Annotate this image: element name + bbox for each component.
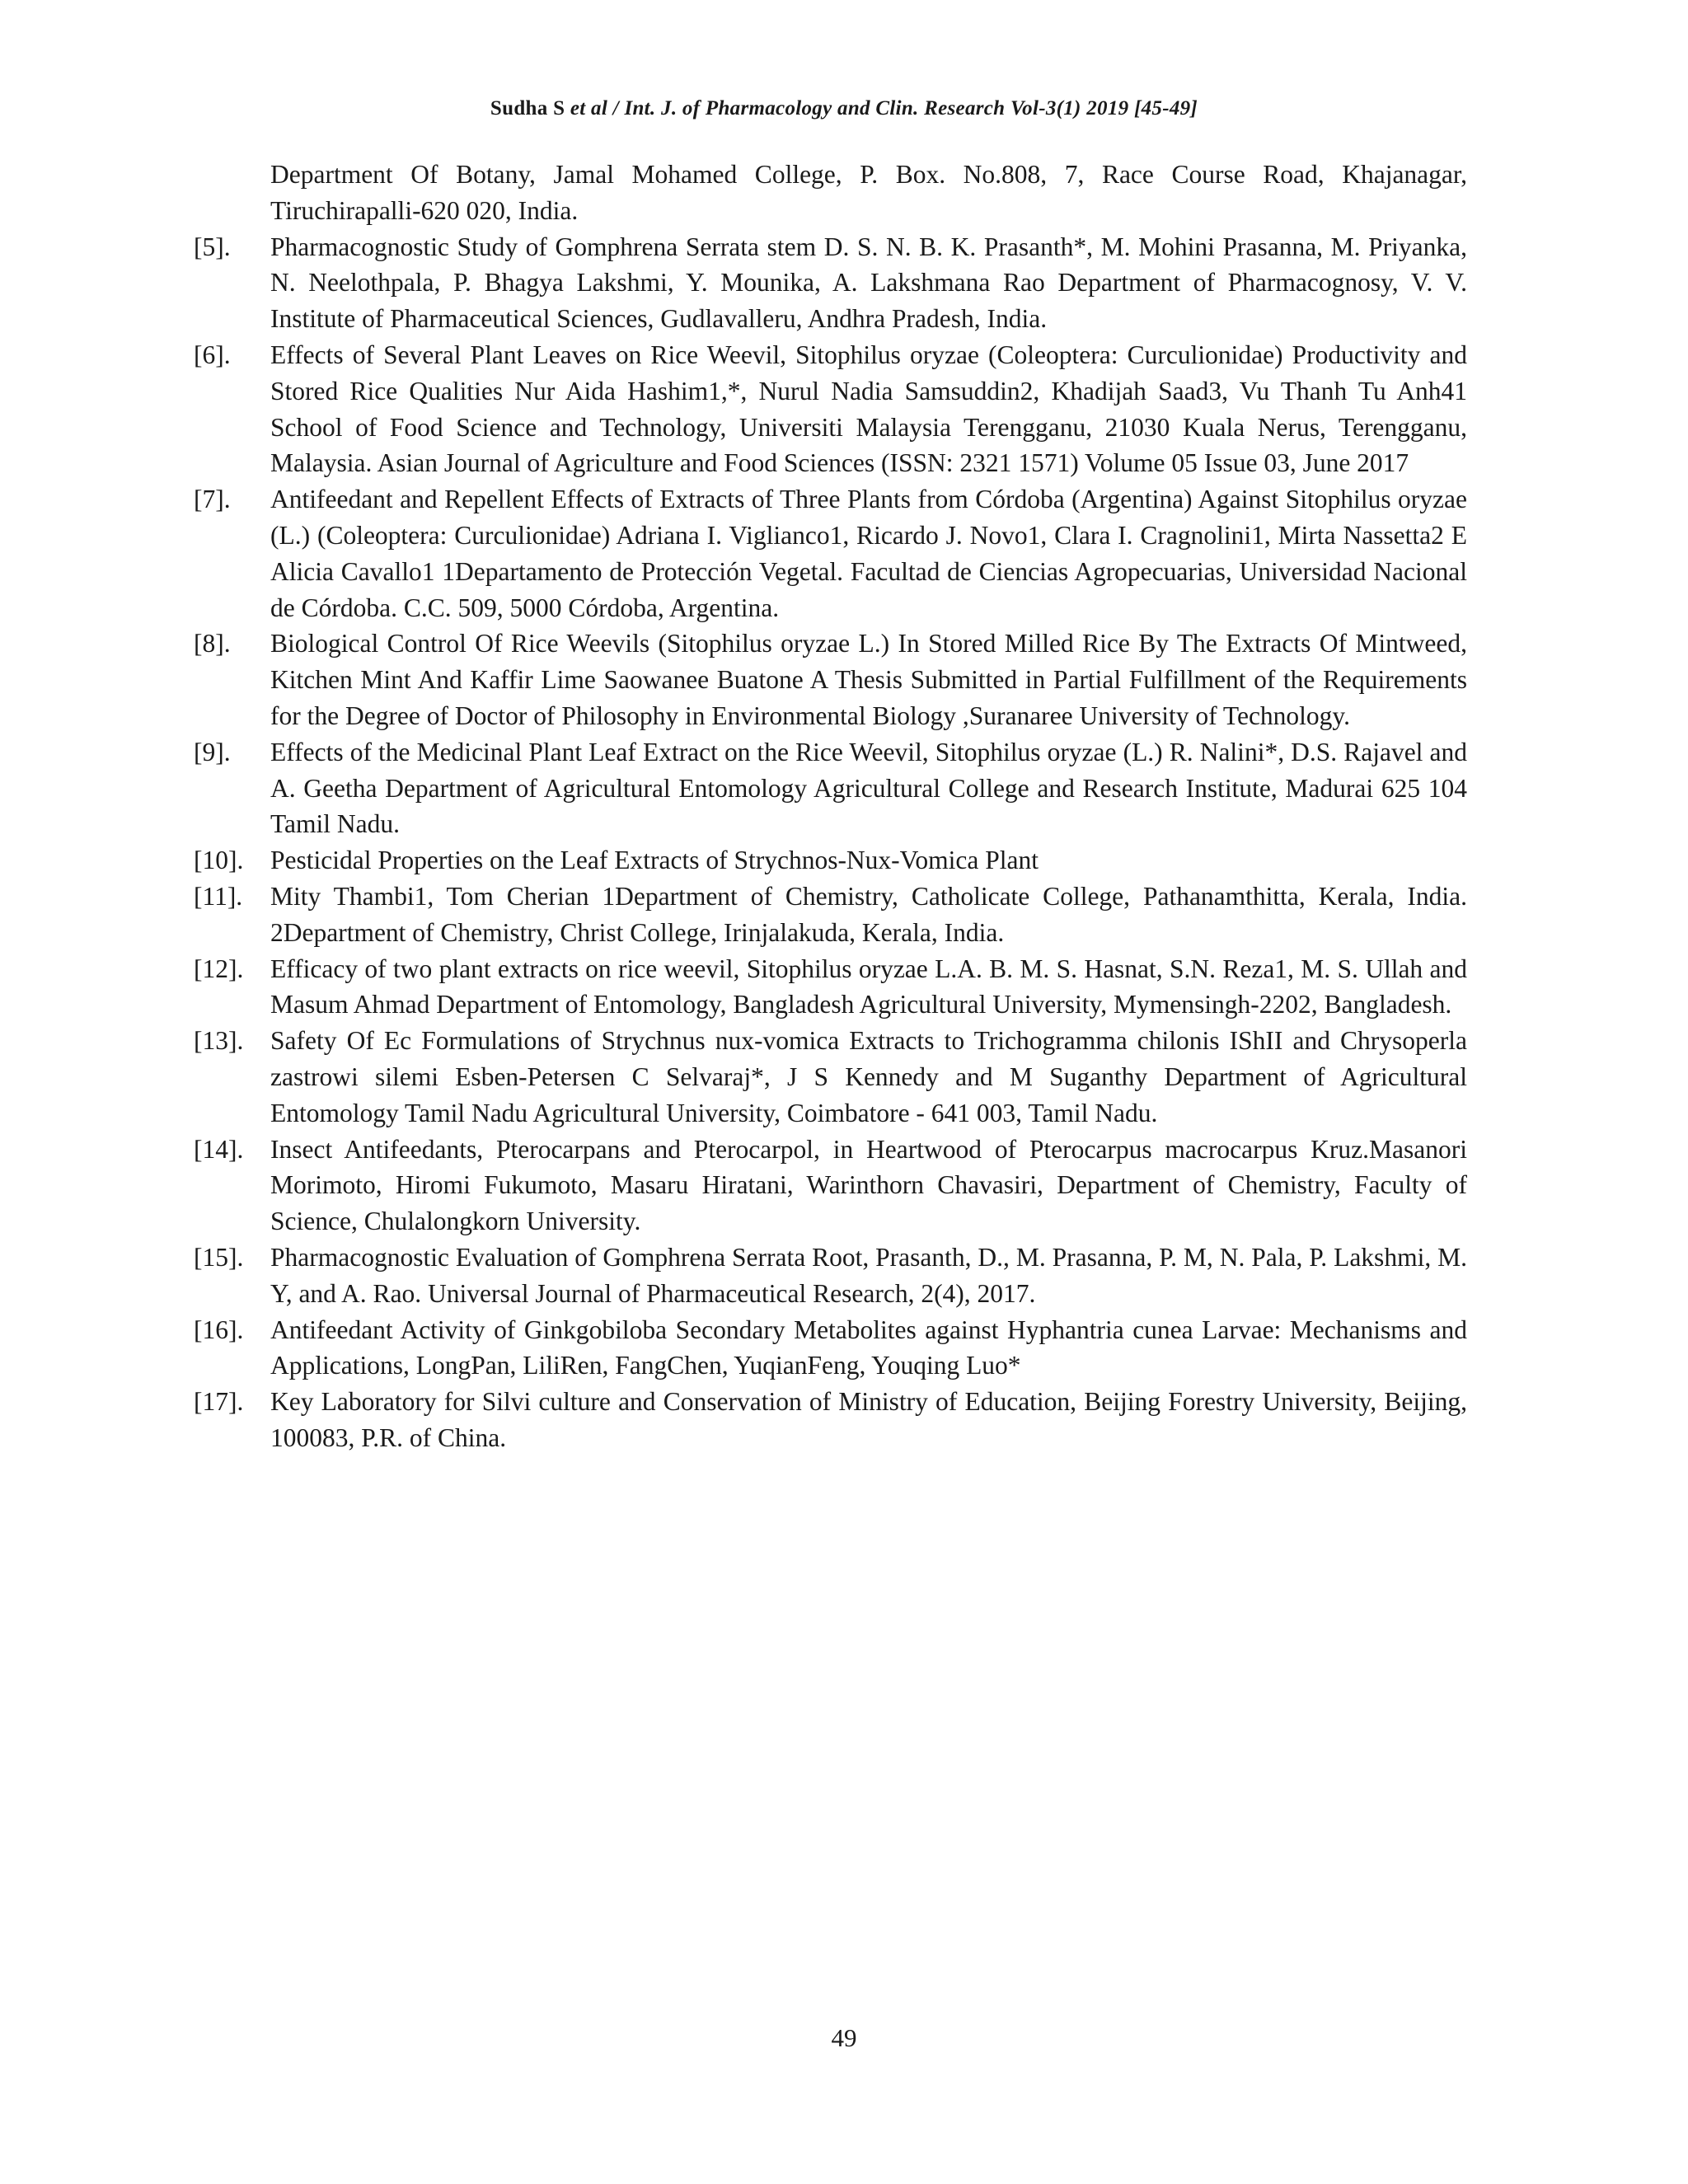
reference-item — [194, 734, 1467, 842]
header-volume: Vol-3(1) 2019 [45-49] — [1010, 97, 1198, 120]
reference-item — [194, 1023, 1467, 1131]
reference-text: Insect Antifeedants, Pterocarpans and Pterocarpol, in Heartwood of Pterocarpus macrocarpus Kruz.Masanori Morimoto, Hiromi Fukumoto, Masaru Hiratani, Warinthorn Chavasiri, Department of Chemistry, Faculty of Science, Chulalongkorn University. — [270, 1134, 1467, 1236]
reference-text: Pharmacognostic Evaluation of Gomphrena Serrata Root, Prasanth, D., M. Prasanna, P. M, N. Pala, P. Lakshmi, M. Y, and A. Rao. Universal Journal of Pharmaceutical Research, 2(4), 2017. — [270, 1242, 1467, 1308]
reference-number: [16]. — [194, 1315, 244, 1344]
reference-item — [194, 229, 1467, 337]
reference-number: [8]. — [194, 629, 231, 658]
reference-item — [194, 842, 1467, 879]
reference-text: Biological Control Of Rice Weevils (Sitophilus oryzae L.) In Stored Milled Rice By The Extracts Of Mintweed, Kitchen Mint And Kaffir Lime Saowanee Buatone A Thesis Submitted in Partial Fulfillment of the Requirements for the Degree of Doctor of Philosophy in Environmental Biology ,Suranaree University of Technology. — [270, 629, 1467, 730]
reference-text: Pesticidal Properties on the Leaf Extracts of Strychnos-Nux-Vomica Plant — [270, 846, 1039, 875]
reference-text: Effects of the Medicinal Plant Leaf Extract on the Rice Weevil, Sitophilus oryzae (L.) R. Nalini*, D.S. Rajavel and A. Geetha Department of Agricultural Entomology Agricultural College and Research Institute, Madurai 625 104 Tamil Nadu. — [270, 737, 1467, 839]
reference-number: [13]. — [194, 1026, 244, 1056]
reference-item — [194, 481, 1467, 626]
reference-number: [9]. — [194, 737, 231, 766]
reference-number: [11]. — [194, 881, 243, 911]
reference-text: Mity Thambi1, Tom Cherian 1Department of Chemistry, Catholicate College, Pathanamthitta, Kerala, India. 2Department of Chemistry, Christ College, Irinjalakuda, Kerala, India. — [270, 881, 1467, 947]
reference-item — [194, 879, 1467, 951]
reference-text: Antifeedant and Repellent Effects of Extracts of Three Plants from Córdoba (Argentina) Against Sitophilus oryzae (L.) (Coleoptera: Curculionidae) Adriana I. Viglianco1, Ricardo J. Novo1, Clara I. Cragnolini1, Mirta Nassetta2 E Alicia Cavallo1 1Departamento de Protección Vegetal. Facultad de Ciencias Agropecuarias, Universidad Nacional de Córdoba. C.C. 509, 5000 Córdoba, Argentina. — [270, 485, 1467, 622]
reference-item — [194, 1132, 1467, 1240]
reference-number: [10]. — [194, 846, 244, 875]
reference-number: [17]. — [194, 1387, 244, 1417]
reference-number: [14]. — [194, 1134, 244, 1164]
reference-list — [194, 157, 1467, 1456]
reference-text: Key Laboratory for Silvi culture and Conservation of Ministry of Education, Beijing Forestry University, Beijing, 100083, P.R. of China. — [270, 1387, 1467, 1452]
reference-number: [6]. — [194, 340, 231, 369]
reference-text: Pharmacognostic Study of Gomphrena Serrata stem D. S. N. B. K. Prasanth*, M. Mohini Prasanna, M. Priyanka, N. Neelothpala, P. Bhagya Lakshmi, Y. Mounika, A. Lakshmana Rao Department of Pharmacognosy, V. V. Institute of Pharmaceutical Sciences, Gudlavalleru, Andhra Pradesh, India. — [270, 232, 1467, 334]
reference-item — [194, 157, 1467, 229]
reference-item — [194, 626, 1467, 733]
running-head — [0, 97, 1688, 120]
page-number: 49 — [831, 2023, 857, 2052]
reference-text: Antifeedant Activity of Ginkgobiloba Secondary Metabolites against Hyphantria cunea Larvae: Mechanisms and Applications, LongPan, LiliRen, FangChen, YuqianFeng, Youqing Luo* — [270, 1315, 1467, 1380]
reference-number: [7]. — [194, 485, 231, 514]
reference-item — [194, 1240, 1467, 1312]
reference-number: [15]. — [194, 1242, 244, 1272]
reference-text: Effects of Several Plant Leaves on Rice Weevil, Sitophilus oryzae (Coleoptera: Curculionidae) Productivity and Stored Rice Qualities Nur Aida Hashim1,*, Nurul Nadia Samsuddin2, Khadijah Saad3, Vu Thanh Tu Anh41 School of Food Science and Technology, Universiti Malaysia Terengganu, 21030 Kuala Nerus, Terengganu, Malaysia. Asian Journal of Agriculture and Food Sciences (ISSN: 2321 1571) Volume 05 Issue 03, June 2017 — [270, 340, 1467, 478]
reference-text: Department Of Botany, Jamal Mohamed College, P. Box. No.808, 7, Race Course Road, Khajanagar, Tiruchirapalli-620 020, India. — [270, 160, 1467, 225]
reference-text: Safety Of Ec Formulations of Strychnus nux-vomica Extracts to Trichogramma chilonis IShII and Chrysoperla zastrowi silemi Esben-Petersen C Selvaraj*, J S Kennedy and M Suganthy Department of Agricultural Entomology Tamil Nadu Agricultural University, Coimbatore - 641 003, Tamil Nadu. — [270, 1026, 1467, 1127]
reference-item — [194, 1384, 1467, 1456]
reference-number: [5]. — [194, 232, 231, 261]
header-journal: et al / Int. J. of Pharmacology and Clin. Research — [570, 97, 1006, 120]
reference-item — [194, 1312, 1467, 1385]
reference-number: [12]. — [194, 954, 244, 983]
reference-item — [194, 951, 1467, 1024]
reference-text: Efficacy of two plant extracts on rice weevil, Sitophilus oryzae L.A. B. M. S. Hasnat, S.N. Reza1, M. S. Ullah and Masum Ahmad Department of Entomology, Bangladesh Agricultural University, Mymensingh-2202, Bangladesh. — [270, 954, 1467, 1019]
header-author: Sudha S — [490, 97, 565, 120]
reference-item — [194, 337, 1467, 481]
